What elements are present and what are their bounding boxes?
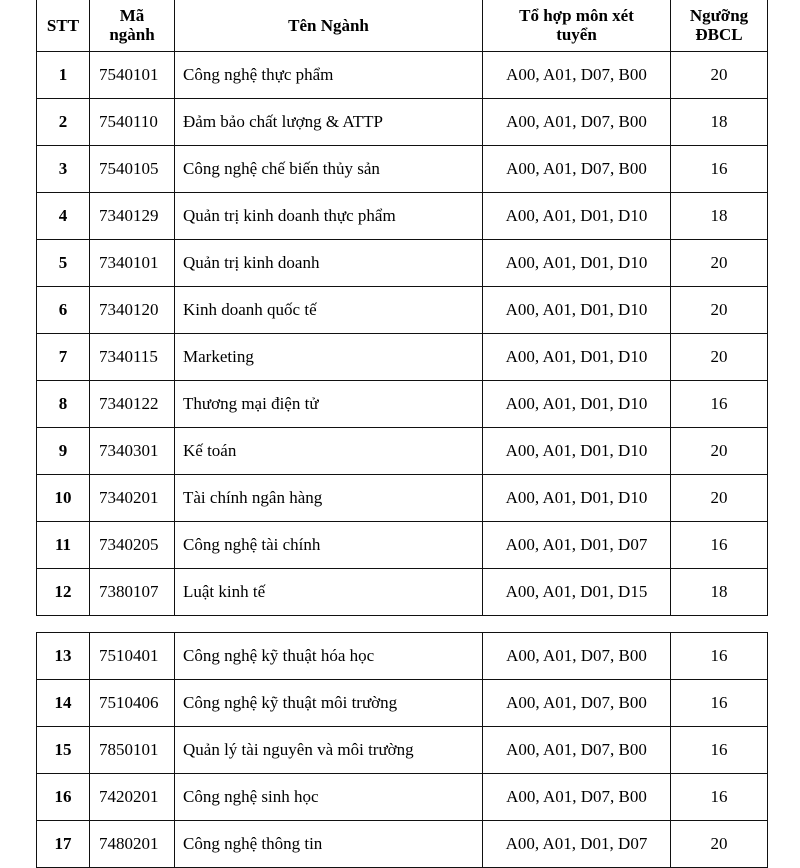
major-code-cell: 7540105 xyxy=(90,145,175,192)
major-code-cell: 7340205 xyxy=(90,521,175,568)
stt-cell: 5 xyxy=(37,239,90,286)
major-name-cell: Thương mại điện tử xyxy=(175,380,483,427)
major-code-cell: 7850101 xyxy=(90,727,175,774)
stt-cell: 9 xyxy=(37,427,90,474)
stt-cell: 13 xyxy=(37,633,90,680)
header-name: Tên Ngành xyxy=(175,0,483,51)
stt-cell: 8 xyxy=(37,380,90,427)
subject-combination-cell: A00, A01, D01, D10 xyxy=(483,474,671,521)
subject-combination-cell: A00, A01, D01, D10 xyxy=(483,427,671,474)
quality-threshold-cell: 20 xyxy=(671,333,768,380)
subject-combination-cell: A00, A01, D07, B00 xyxy=(483,51,671,98)
subject-combination-cell: A00, A01, D07, B00 xyxy=(483,633,671,680)
major-name-cell: Công nghệ sinh học xyxy=(175,774,483,821)
quality-threshold-cell: 20 xyxy=(671,51,768,98)
header-row xyxy=(37,0,768,51)
quality-threshold-cell: 16 xyxy=(671,145,768,192)
major-code-cell: 7510406 xyxy=(90,680,175,727)
header-combo: Tổ hợp môn xét tuyển xyxy=(483,0,671,51)
quality-threshold-cell: 18 xyxy=(671,568,768,615)
major-name-cell: Quản trị kinh doanh thực phẩm xyxy=(175,192,483,239)
major-code-cell: 7480201 xyxy=(90,821,175,868)
major-name-cell: Quản lý tài nguyên và môi trường xyxy=(175,727,483,774)
table-row xyxy=(37,821,768,868)
quality-threshold-cell: 18 xyxy=(671,192,768,239)
subject-combination-cell: A00, A01, D07, B00 xyxy=(483,774,671,821)
quality-threshold-cell: 18 xyxy=(671,98,768,145)
major-name-cell: Kế toán xyxy=(175,427,483,474)
subject-combination-cell: A00, A01, D01, D10 xyxy=(483,286,671,333)
stt-cell: 17 xyxy=(37,821,90,868)
table-row xyxy=(37,98,768,145)
stt-cell: 3 xyxy=(37,145,90,192)
major-name-cell: Đảm bảo chất lượng & ATTP xyxy=(175,98,483,145)
table-row xyxy=(37,521,768,568)
major-code-cell: 7380107 xyxy=(90,568,175,615)
major-code-cell: 7340301 xyxy=(90,427,175,474)
quality-threshold-cell: 16 xyxy=(671,521,768,568)
header-score: Ngưỡng ĐBCL xyxy=(671,0,768,51)
quality-threshold-cell: 16 xyxy=(671,727,768,774)
quality-threshold-cell: 16 xyxy=(671,380,768,427)
stt-cell: 11 xyxy=(37,521,90,568)
quality-threshold-cell: 16 xyxy=(671,633,768,680)
subject-combination-cell: A00, A01, D01, D10 xyxy=(483,380,671,427)
stt-cell: 10 xyxy=(37,474,90,521)
header-stt: STT xyxy=(37,0,90,51)
subject-combination-cell: A00, A01, D01, D07 xyxy=(483,821,671,868)
table-row xyxy=(37,239,768,286)
page-break-gap xyxy=(0,620,800,632)
table-row xyxy=(37,333,768,380)
major-code-cell: 7340122 xyxy=(90,380,175,427)
major-name-cell: Tài chính ngân hàng xyxy=(175,474,483,521)
subject-combination-cell: A00, A01, D01, D07 xyxy=(483,521,671,568)
stt-cell: 16 xyxy=(37,774,90,821)
table-row xyxy=(37,286,768,333)
subject-combination-cell: A00, A01, D07, B00 xyxy=(483,98,671,145)
table-row xyxy=(37,192,768,239)
table-row xyxy=(37,568,768,615)
major-name-cell: Công nghệ thông tin xyxy=(175,821,483,868)
major-name-cell: Công nghệ kỹ thuật môi trường xyxy=(175,680,483,727)
quality-threshold-cell: 20 xyxy=(671,821,768,868)
table-row xyxy=(37,380,768,427)
table-row xyxy=(37,774,768,821)
admissions-table-part-2 xyxy=(36,632,768,868)
subject-combination-cell: A00, A01, D01, D10 xyxy=(483,333,671,380)
table-row xyxy=(37,633,768,680)
major-name-cell: Công nghệ chế biến thủy sản xyxy=(175,145,483,192)
stt-cell: 15 xyxy=(37,727,90,774)
quality-threshold-cell: 20 xyxy=(671,427,768,474)
table-row xyxy=(37,727,768,774)
table-row xyxy=(37,680,768,727)
quality-threshold-cell: 20 xyxy=(671,286,768,333)
major-code-cell: 7510401 xyxy=(90,633,175,680)
major-name-cell: Quản trị kinh doanh xyxy=(175,239,483,286)
stt-cell: 2 xyxy=(37,98,90,145)
stt-cell: 7 xyxy=(37,333,90,380)
major-code-cell: 7340101 xyxy=(90,239,175,286)
major-name-cell: Luật kinh tế xyxy=(175,568,483,615)
major-code-cell: 7340201 xyxy=(90,474,175,521)
subject-combination-cell: A00, A01, D07, B00 xyxy=(483,145,671,192)
admissions-table-part-1 xyxy=(36,0,768,616)
stt-cell: 12 xyxy=(37,568,90,615)
major-name-cell: Công nghệ tài chính xyxy=(175,521,483,568)
major-code-cell: 7340115 xyxy=(90,333,175,380)
table-row xyxy=(37,145,768,192)
quality-threshold-cell: 16 xyxy=(671,680,768,727)
header-code: Mã ngành xyxy=(90,0,175,51)
major-code-cell: 7340120 xyxy=(90,286,175,333)
major-code-cell: 7540110 xyxy=(90,98,175,145)
subject-combination-cell: A00, A01, D01, D15 xyxy=(483,568,671,615)
table-row xyxy=(37,427,768,474)
subject-combination-cell: A00, A01, D07, B00 xyxy=(483,680,671,727)
quality-threshold-cell: 20 xyxy=(671,474,768,521)
subject-combination-cell: A00, A01, D07, B00 xyxy=(483,727,671,774)
stt-cell: 1 xyxy=(37,51,90,98)
table-row xyxy=(37,51,768,98)
stt-cell: 6 xyxy=(37,286,90,333)
major-code-cell: 7420201 xyxy=(90,774,175,821)
major-name-cell: Marketing xyxy=(175,333,483,380)
stt-cell: 14 xyxy=(37,680,90,727)
subject-combination-cell: A00, A01, D01, D10 xyxy=(483,239,671,286)
major-code-cell: 7540101 xyxy=(90,51,175,98)
major-name-cell: Công nghệ thực phẩm xyxy=(175,51,483,98)
major-code-cell: 7340129 xyxy=(90,192,175,239)
major-name-cell: Kinh doanh quốc tế xyxy=(175,286,483,333)
quality-threshold-cell: 16 xyxy=(671,774,768,821)
stt-cell: 4 xyxy=(37,192,90,239)
quality-threshold-cell: 20 xyxy=(671,239,768,286)
table-row xyxy=(37,474,768,521)
major-name-cell: Công nghệ kỹ thuật hóa học xyxy=(175,633,483,680)
subject-combination-cell: A00, A01, D01, D10 xyxy=(483,192,671,239)
